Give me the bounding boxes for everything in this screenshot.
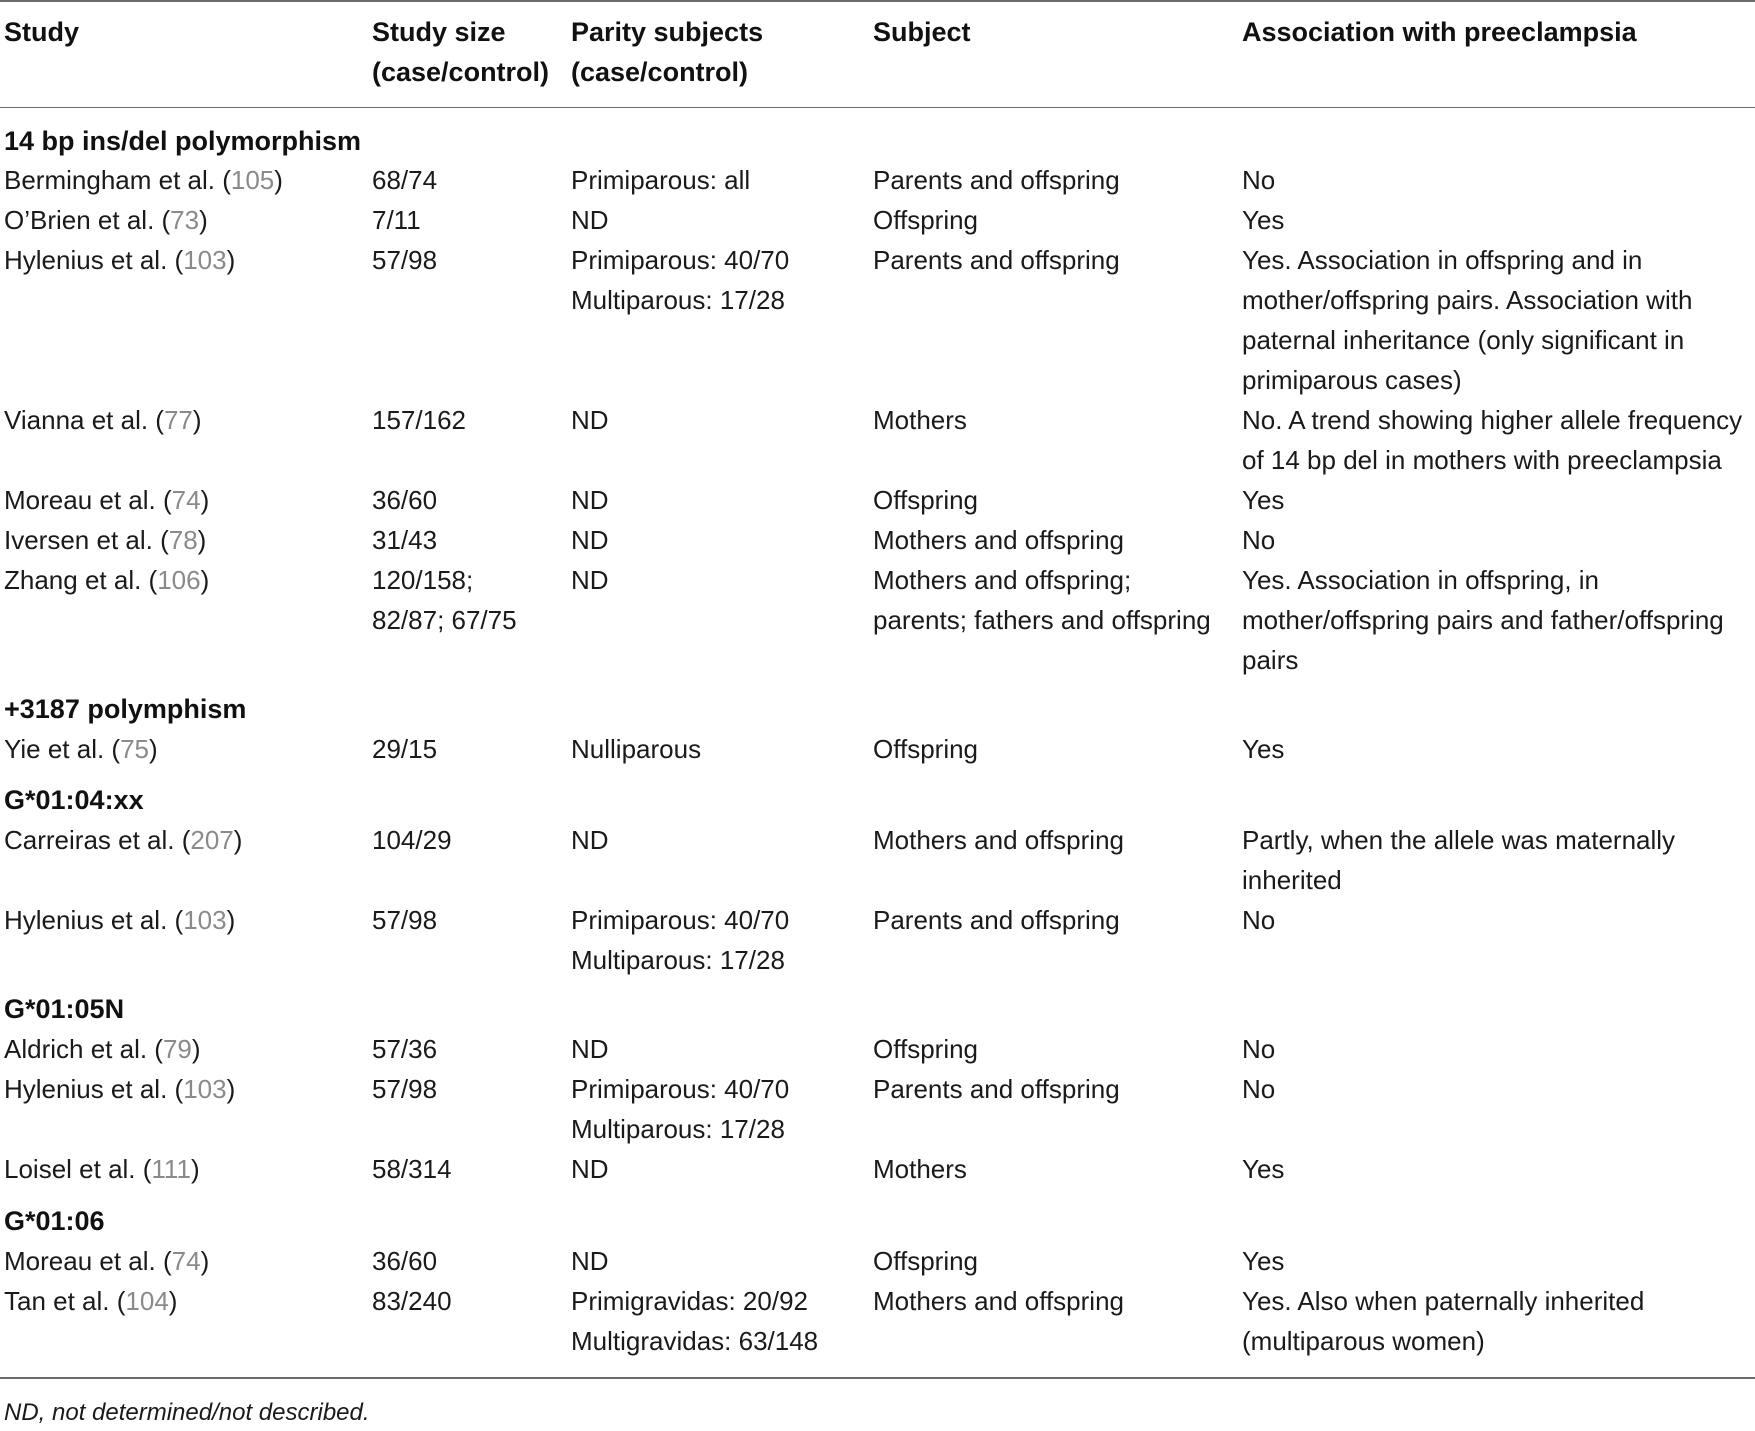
header-study-size: Study size [372, 17, 506, 47]
parity-cell: Multiparous: 17/28 [571, 1114, 785, 1144]
assoc-cell: paternal inheritance (only significant in [1242, 325, 1685, 355]
reference-close: ) [200, 485, 210, 515]
assoc-cell: mother/offspring pairs and father/offspring [1242, 605, 1724, 635]
section-heading: +3187 polymphism [4, 694, 247, 724]
parity-cell: Primiparous: 40/70 [571, 905, 790, 935]
size-cell: 31/43 [372, 525, 438, 555]
study-author: Hylenius et al. ( [4, 1074, 184, 1104]
table-top-rule [0, 0, 1755, 2]
reference-link[interactable]: 104 [125, 1286, 169, 1316]
assoc-cell: inherited [1242, 865, 1342, 895]
reference-close: ) [190, 1154, 200, 1184]
table-bottom-rule [0, 1377, 1755, 1379]
reference-link[interactable]: 103 [183, 1074, 227, 1104]
study-name-cell [4, 560, 209, 600]
parity-cell: ND [571, 205, 609, 235]
study-name-cell [4, 729, 158, 769]
study-name-cell [4, 480, 209, 520]
subject-cell: Offspring [873, 485, 979, 515]
parity-cell: Nulliparous [571, 734, 702, 764]
study-author: Carreiras et al. ( [4, 825, 191, 855]
header-study: Study [4, 17, 80, 47]
study-name-cell [4, 1029, 201, 1069]
parity-cell: Primiparous: 40/70 [571, 245, 790, 275]
study-author: O’Brien et al. ( [4, 205, 171, 235]
subject-cell: Parents and offspring [873, 905, 1120, 935]
subject-cell: Parents and offspring [873, 165, 1120, 195]
study-author: Tan et al. ( [4, 1286, 126, 1316]
subject-cell: Offspring [873, 734, 979, 764]
reference-close: ) [199, 205, 208, 235]
reference-link[interactable]: 74 [171, 485, 201, 515]
subject-cell: Offspring [873, 205, 979, 235]
reference-link[interactable]: 73 [170, 205, 200, 235]
assoc-cell: Yes. Association in offspring, in [1242, 565, 1600, 595]
reference-link[interactable]: 78 [168, 525, 198, 555]
parity-cell: ND [571, 565, 609, 595]
parity-cell: ND [571, 825, 609, 855]
reference-close: ) [233, 825, 243, 855]
size-cell: 157/162 [372, 405, 466, 435]
assoc-cell: Yes [1242, 734, 1285, 764]
subject-cell: Mothers and offspring [873, 525, 1124, 555]
size-cell: 120/158; [372, 565, 474, 595]
size-cell: 57/98 [372, 1074, 438, 1104]
parity-cell: Multiparous: 17/28 [571, 285, 785, 315]
assoc-cell: Yes [1242, 485, 1285, 515]
study-name-cell [4, 200, 208, 240]
study-author: Vianna et al. ( [4, 405, 164, 435]
study-name-cell [4, 240, 235, 280]
study-author: Zhang et al. ( [4, 565, 158, 595]
reference-link[interactable]: 111 [151, 1154, 191, 1184]
subject-cell: parents; fathers and offspring [873, 605, 1211, 635]
assoc-cell: pairs [1242, 645, 1299, 675]
subject-cell: Parents and offspring [873, 1074, 1120, 1104]
assoc-cell: No [1242, 905, 1276, 935]
reference-close: ) [200, 1246, 210, 1276]
size-cell: 57/36 [372, 1034, 438, 1064]
parity-cell: Primigravidas: 20/92 [571, 1286, 808, 1316]
reference-close: ) [226, 905, 236, 935]
reference-close: ) [192, 405, 202, 435]
subject-cell: Mothers and offspring [873, 1286, 1124, 1316]
subject-cell: Offspring [873, 1246, 979, 1276]
assoc-cell: mother/offspring pairs. Association with [1242, 285, 1693, 315]
size-cell: 7/11 [372, 205, 421, 235]
study-name-cell [4, 400, 202, 440]
reference-link[interactable]: 103 [183, 245, 227, 275]
reference-close: ) [197, 525, 207, 555]
study-author: Yie et al. ( [4, 734, 121, 764]
assoc-cell: No [1242, 1074, 1276, 1104]
subject-cell: Offspring [873, 1034, 979, 1064]
reference-link[interactable]: 207 [190, 825, 234, 855]
header-parity-sub: (case/control) [571, 57, 749, 87]
size-cell: 104/29 [372, 825, 452, 855]
section-heading: G*01:06 [4, 1206, 105, 1236]
reference-link[interactable]: 74 [171, 1246, 201, 1276]
parity-cell: ND [571, 1034, 609, 1064]
size-cell: 57/98 [372, 245, 438, 275]
reference-close: ) [274, 165, 283, 195]
assoc-cell: Yes [1242, 205, 1285, 235]
study-name-cell [4, 1281, 177, 1321]
parity-cell: Primiparous: 40/70 [571, 1074, 790, 1104]
study-author: Iversen et al. ( [4, 525, 169, 555]
study-name-cell [4, 900, 235, 940]
reference-link[interactable]: 105 [230, 165, 275, 195]
size-cell: 57/98 [372, 905, 438, 935]
size-cell: 82/87; 67/75 [372, 605, 517, 635]
study-author: Aldrich et al. ( [4, 1034, 163, 1064]
reference-close: ) [226, 245, 236, 275]
parity-cell: Multiparous: 17/28 [571, 945, 785, 975]
size-cell: 29/15 [372, 734, 438, 764]
parity-cell: ND [571, 405, 609, 435]
subject-cell: Mothers and offspring; [873, 565, 1132, 595]
assoc-cell: No [1242, 525, 1276, 555]
parity-cell: ND [571, 1154, 609, 1184]
size-cell: 83/240 [372, 1286, 452, 1316]
study-name-cell [4, 820, 242, 860]
assoc-cell: Yes [1242, 1154, 1285, 1184]
study-author: Bermingham et al. ( [4, 165, 231, 195]
subject-cell: Mothers [873, 1154, 967, 1184]
parity-cell: ND [571, 485, 609, 515]
subject-cell: Mothers [873, 405, 967, 435]
study-author: Loisel et al. ( [4, 1154, 152, 1184]
assoc-cell: Partly, when the allele was maternally [1242, 825, 1676, 855]
header-parity: Parity subjects [571, 17, 764, 47]
study-author: Moreau et al. ( [4, 1246, 172, 1276]
section-heading: G*01:04:xx [4, 785, 144, 815]
assoc-cell: No. A trend showing higher allele frequency [1242, 405, 1743, 435]
size-cell: 68/74 [372, 165, 438, 195]
reference-link[interactable]: 75 [120, 734, 150, 764]
study-name-cell [4, 1069, 235, 1109]
reference-close: ) [168, 1286, 178, 1316]
parity-cell: Multigravidas: 63/148 [571, 1326, 819, 1356]
table-footnote: ND, not determined/not described. [4, 1399, 370, 1426]
size-cell: 36/60 [372, 485, 438, 515]
reference-close: ) [226, 1074, 236, 1104]
subject-cell: Parents and offspring [873, 245, 1120, 275]
assoc-cell: Yes. Association in offspring and in [1242, 245, 1643, 275]
size-cell: 58/314 [372, 1154, 452, 1184]
header-study-size-sub: (case/control) [372, 57, 550, 87]
assoc-cell: of 14 bp del in mothers with preeclampsia [1242, 445, 1722, 475]
assoc-cell: primiparous cases) [1242, 365, 1462, 395]
header-subject: Subject [873, 17, 971, 47]
reference-link[interactable]: 106 [157, 565, 201, 595]
study-author: Moreau et al. ( [4, 485, 172, 515]
header-association: Association with preeclampsia [1242, 17, 1637, 47]
study-name-cell [4, 1149, 200, 1189]
study-author: Hylenius et al. ( [4, 905, 184, 935]
parity-cell: ND [571, 525, 609, 555]
size-cell: 36/60 [372, 1246, 438, 1276]
section-heading: G*01:05N [4, 994, 125, 1024]
reference-link[interactable]: 77 [163, 405, 193, 435]
assoc-cell: Yes. Also when paternally inherited [1242, 1286, 1645, 1316]
reference-close: ) [200, 565, 210, 595]
study-name-cell [4, 520, 206, 560]
assoc-cell: (multiparous women) [1242, 1326, 1485, 1356]
header-rule [0, 107, 1755, 108]
assoc-cell: No [1242, 1034, 1276, 1064]
reference-link[interactable]: 79 [162, 1034, 192, 1064]
section-heading: 14 bp ins/del polymorphism [4, 126, 362, 156]
reference-close: ) [149, 734, 158, 764]
assoc-cell: Yes [1242, 1246, 1285, 1276]
study-name-cell [4, 160, 283, 200]
reference-link[interactable]: 103 [183, 905, 227, 935]
assoc-cell: No [1242, 165, 1276, 195]
study-name-cell [4, 1241, 209, 1281]
reference-close: ) [191, 1034, 201, 1064]
parity-cell: ND [571, 1246, 609, 1276]
parity-cell: Primiparous: all [571, 165, 751, 195]
subject-cell: Mothers and offspring [873, 825, 1124, 855]
study-author: Hylenius et al. ( [4, 245, 184, 275]
